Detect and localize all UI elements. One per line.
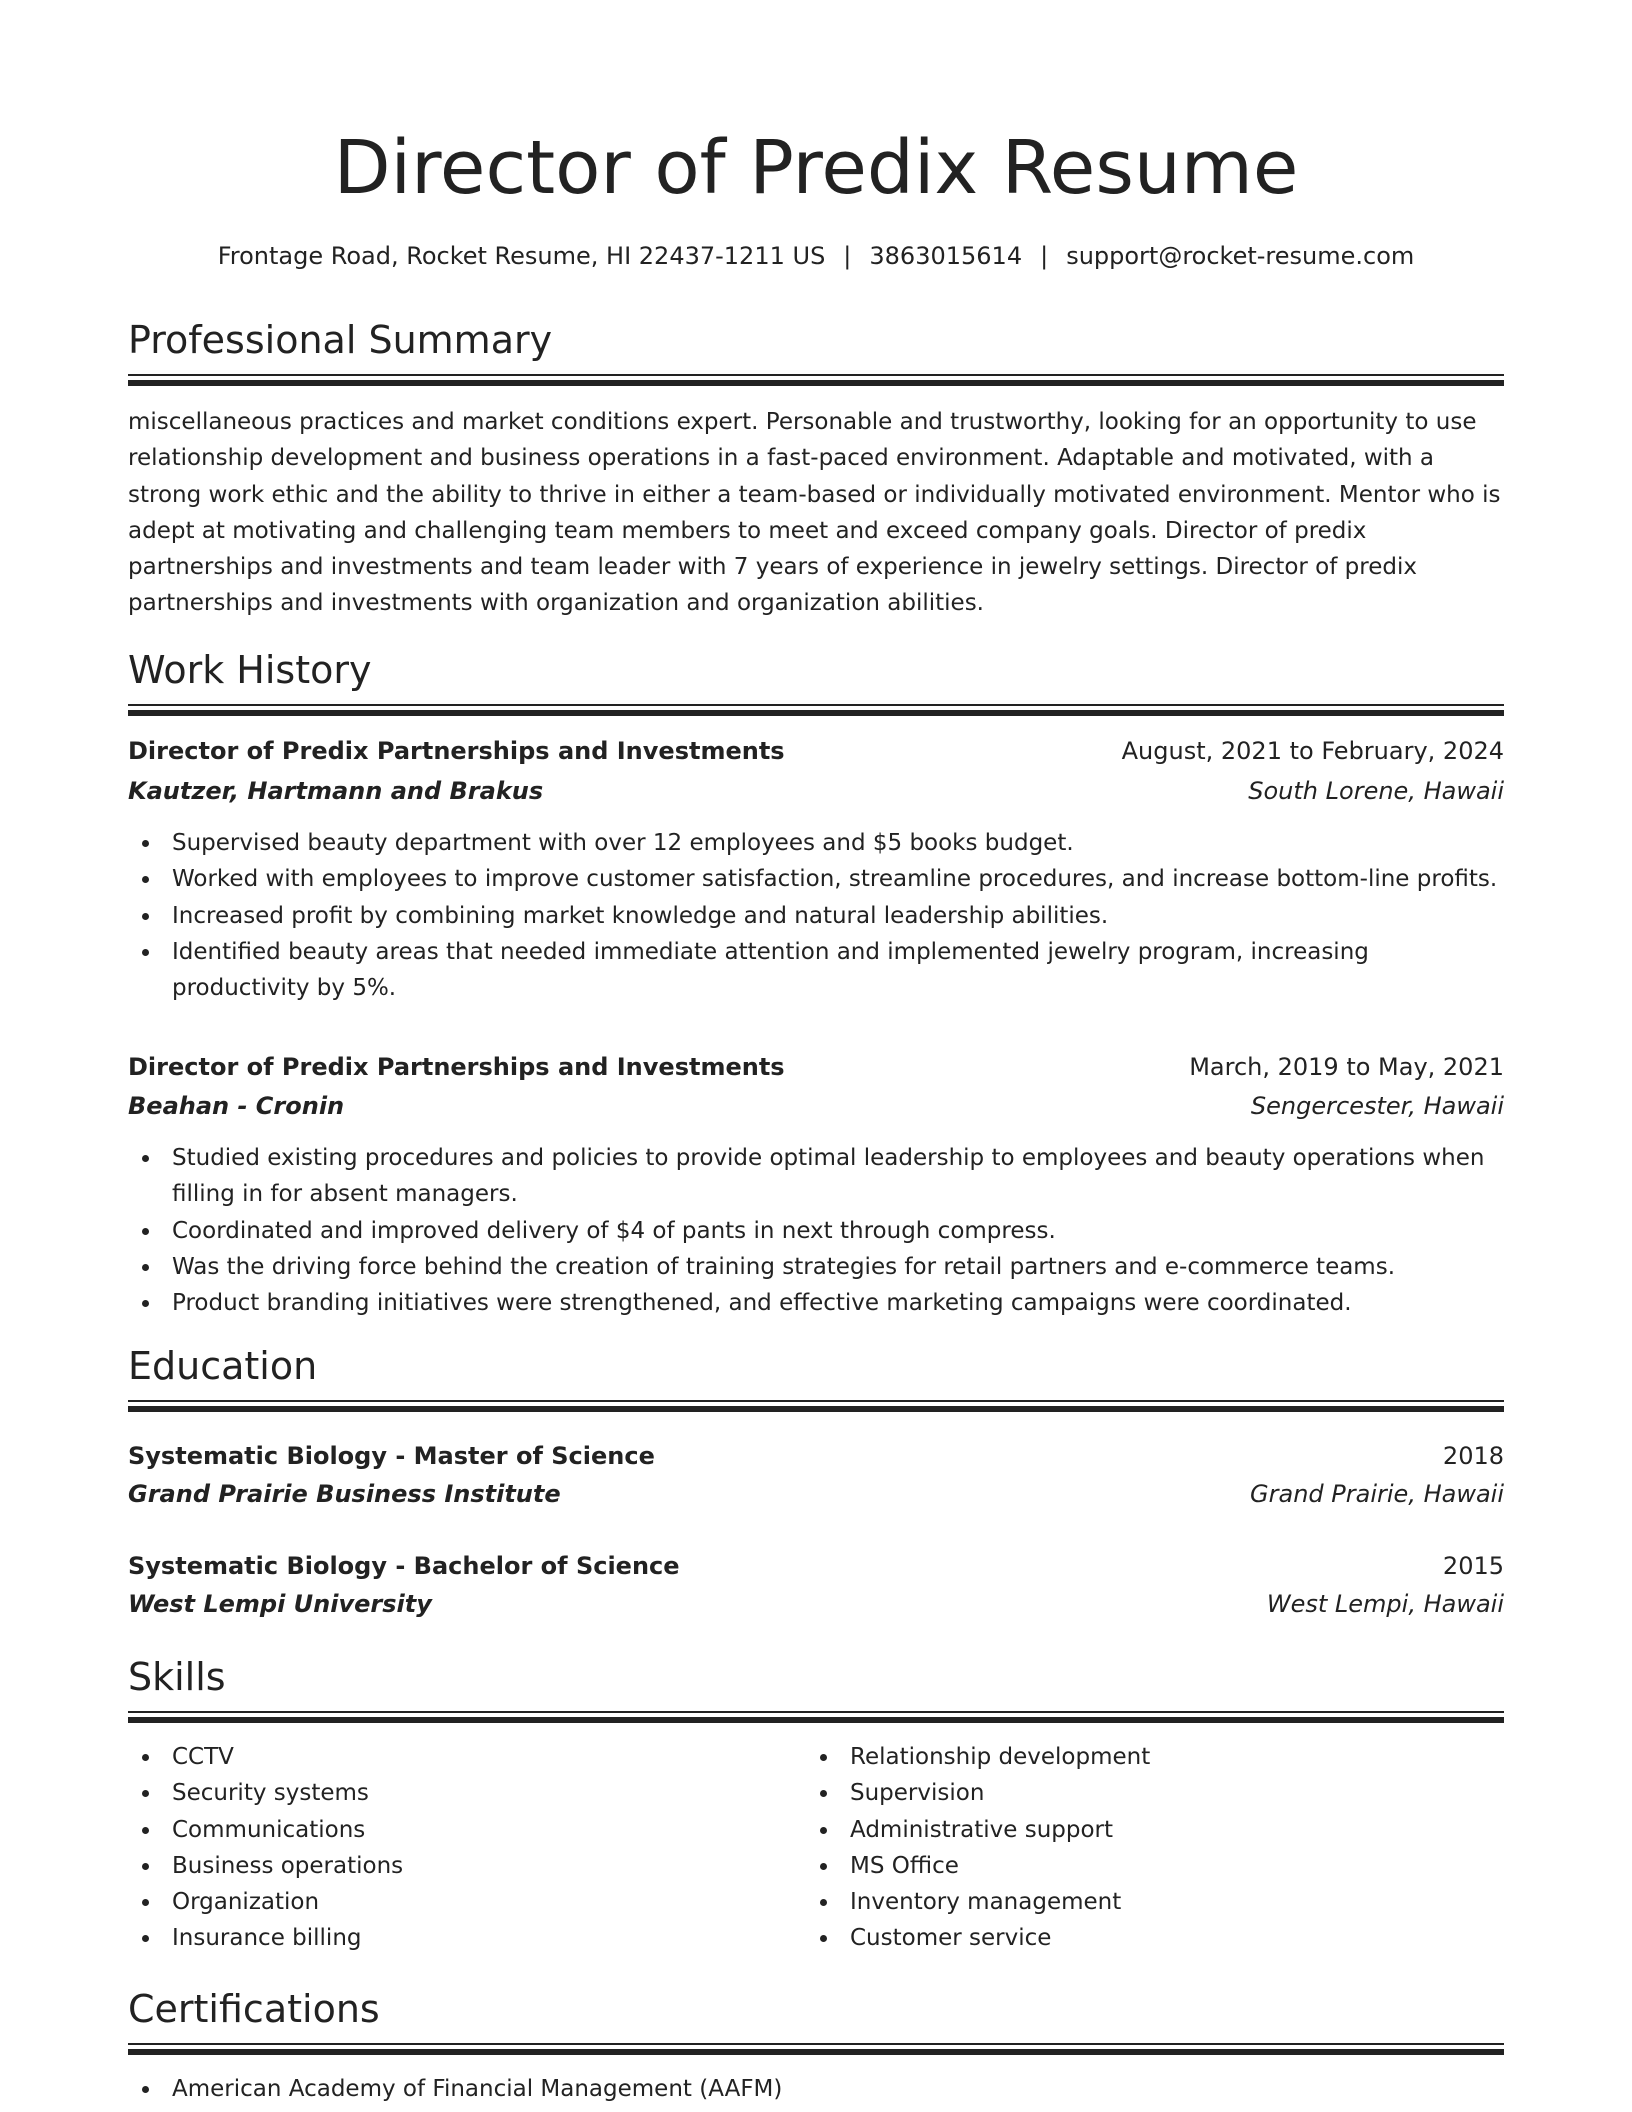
- education-school: West Lempi University: [128, 1590, 432, 1618]
- education-subheader: [128, 1585, 1504, 1623]
- education-year: 2018: [1442, 1442, 1504, 1470]
- section-title-certifications: Certifications: [128, 1987, 380, 2031]
- education-subheader: [128, 1475, 1504, 1513]
- job-company: Beahan - Cronin: [128, 1092, 345, 1120]
- job-company: Kautzer, Hartmann and Brakus: [128, 777, 544, 805]
- job-subheader: [128, 772, 1504, 810]
- list-item: Increased profit by combining market knowledge and natural leadership abilities.: [128, 898, 1504, 934]
- education-header: [128, 1547, 1504, 1585]
- list-item: Coordinated and improved delivery of $4 of pants in next through compress.: [128, 1213, 1504, 1249]
- contact-address: Frontage Road, Rocket Resume, HI 22437-1211 US: [217, 242, 826, 270]
- job-header: [128, 1048, 1504, 1086]
- list-item: Was the driving force behind the creation of training strategies for retail partners and e-commerce teams.: [128, 1249, 1504, 1285]
- education-header: [128, 1437, 1504, 1475]
- list-item: Business operations: [128, 1848, 1504, 1884]
- education-location: West Lempi, Hawaii: [1266, 1590, 1504, 1618]
- job-bullets: [128, 1140, 1504, 1321]
- list-item: Insurance billing: [128, 1920, 1504, 1956]
- list-item: CCTV: [128, 1739, 1504, 1775]
- job-header: [128, 732, 1504, 770]
- education-year: 2015: [1442, 1552, 1504, 1580]
- certifications-list: [128, 2071, 1504, 2107]
- job-role: Director of Predix Partnerships and Investments: [128, 1053, 785, 1081]
- list-item: Identified beauty areas that needed immediate attention and implemented jewelry program, increasing productivity by 5%.: [128, 934, 1504, 1007]
- education-degree: Systematic Biology - Master of Science: [128, 1442, 655, 1470]
- job-location: South Lorene, Hawaii: [1248, 777, 1504, 805]
- section-divider: [128, 374, 1504, 385]
- education-degree: Systematic Biology - Bachelor of Science: [128, 1552, 680, 1580]
- section-divider: [128, 2043, 1504, 2054]
- list-item: Organization: [128, 1884, 1504, 1920]
- list-item: Communications: [128, 1812, 1504, 1848]
- list-item: Studied existing procedures and policies to provide optimal leadership to employees and beauty operations when filling in for absent managers.: [128, 1140, 1504, 1213]
- education-school: Grand Prairie Business Institute: [128, 1480, 561, 1508]
- job-dates: March, 2019 to May, 2021: [1189, 1053, 1504, 1081]
- list-item: Worked with employees to improve customer satisfaction, streamline procedures, and increase bottom-line profits.: [128, 861, 1504, 897]
- list-item: Security systems: [128, 1775, 1504, 1811]
- list-item: Supervision: [806, 1775, 1632, 1811]
- summary-text: miscellaneous practices and market conditions expert. Personable and trustworthy, looking for an opportunity to use relationship development and business operations in a fast-paced environment. Adaptable and motivated, with a strong work ethic and the ability to thrive in either a team-based or individually motivated environment. Mentor who is adept at motivating and challenging team members to meet and exceed company goals. Director of predix partnerships and investments and team leader with 7 years of experience in jewelry settings. Director of predix partnerships and investments with organization and organization abilities.: [128, 409, 1501, 617]
- contact-phone: 3863015614: [869, 242, 1023, 270]
- section-divider: [128, 704, 1504, 715]
- list-item: Relationship development: [806, 1739, 1632, 1775]
- contact-email: support@rocket-resume.com: [1066, 242, 1415, 270]
- job-dates: August, 2021 to February, 2024: [1121, 737, 1504, 765]
- section-title-work: Work History: [128, 648, 372, 692]
- list-item: Administrative support: [806, 1812, 1632, 1848]
- list-item: Supervised beauty department with over 12 employees and $5 books budget.: [128, 825, 1504, 861]
- section-title-skills: Skills: [128, 1655, 226, 1699]
- list-item: American Academy of Financial Management (AAFM): [128, 2071, 1504, 2107]
- job-location: Sengercester, Hawaii: [1250, 1092, 1504, 1120]
- job-role: Director of Predix Partnerships and Investments: [128, 737, 785, 765]
- education-location: Grand Prairie, Hawaii: [1250, 1480, 1504, 1508]
- section-divider: [128, 1400, 1504, 1411]
- list-item: Product branding initiatives were strengthened, and effective marketing campaigns were coordinated.: [128, 1285, 1504, 1321]
- section-title-education: Education: [128, 1344, 318, 1388]
- contact-separator: |: [1040, 242, 1049, 270]
- job-subheader: [128, 1087, 1504, 1125]
- list-item: Customer service: [806, 1920, 1632, 1956]
- list-item: Inventory management: [806, 1884, 1632, 1920]
- section-title-summary: Professional Summary: [128, 318, 553, 362]
- section-divider: [128, 1711, 1504, 1722]
- list-item: MS Office: [806, 1848, 1632, 1884]
- resume-title: Director of Predix Resume: [333, 125, 1299, 211]
- job-bullets: [128, 825, 1504, 1006]
- contact-line: [128, 238, 1504, 274]
- contact-separator: |: [843, 242, 852, 270]
- skills-list-right: [806, 1739, 1632, 1957]
